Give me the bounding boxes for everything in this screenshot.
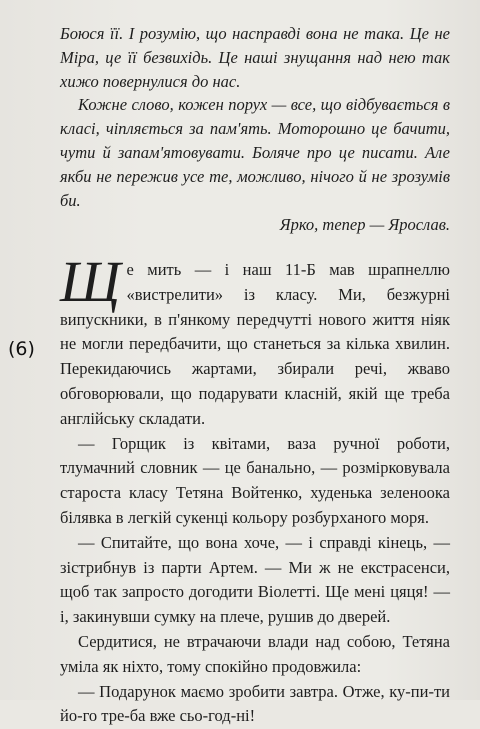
main-paragraph-2: — Горщик із квітами, ваза ручної роботи, тлумачний словник — це банально, — розмірковувала староста класу Тетяна Войтенко, худенька зеленоока білявка в легкій сукенці кольору розбурханого моря. — [60, 433, 450, 527]
main-paragraph-1-text: е мить — і наш 11-Б мав шрапнеллю «вистрелити» із класу. Ми, безжурні випускники, в п'янкому передчутті нового життя ніяк не могли передбачити, що станеться за кілька хвилин. Перекидаючись жартами, збирали речі, жваво обговорювали, що подарувати класній, якій ще треба англійську складати. — [60, 260, 450, 428]
main-paragraph-5: — Подарунок маємо зробити завтра. Отже, ку-пи-ти йо-го тре-ба вже сьо-год-ні! — [60, 681, 450, 726]
main-paragraph-3: — Спитайте, що вона хоче, — і справді кінець, — зістрибнув із парти Артем. — Ми ж не екстрасенси, щоб так запросто догодити Віолетті. Ще мені цяця! — і, закинувши сумку на плече, рушив до дверей. — [60, 532, 450, 627]
main-paragraph-1 — [60, 249, 450, 432]
intro-paragraph-2: Кожне слово, кожен порух — все, що відбувається в класі, чіпляється за пам'ять. Моторошно це бачити, чути й запам'ятовувати. Боляче про це писати. Але якби не пережив усе те, можливо, нічого й не зрозумів би. — [60, 95, 450, 210]
drop-cap-letter: Щ — [60, 249, 121, 314]
margin-note: (6) — [8, 338, 35, 360]
intro-paragraph-1: Боюся її. І розумію, що насправді вона не така. Це не Міра, це її безвихідь. Це наші знущання над нею так хижо повернулися до нас. — [60, 24, 450, 91]
main-text — [60, 249, 450, 729]
main-paragraph-4: Сердитися, не втрачаючи влади над собою, Тетяна уміла як ніхто, тому спокійно продовжила: — [60, 631, 450, 676]
intro-signature: Ярко, тепер — Ярослав. — [279, 215, 450, 235]
intro-italic-text — [60, 22, 450, 237]
